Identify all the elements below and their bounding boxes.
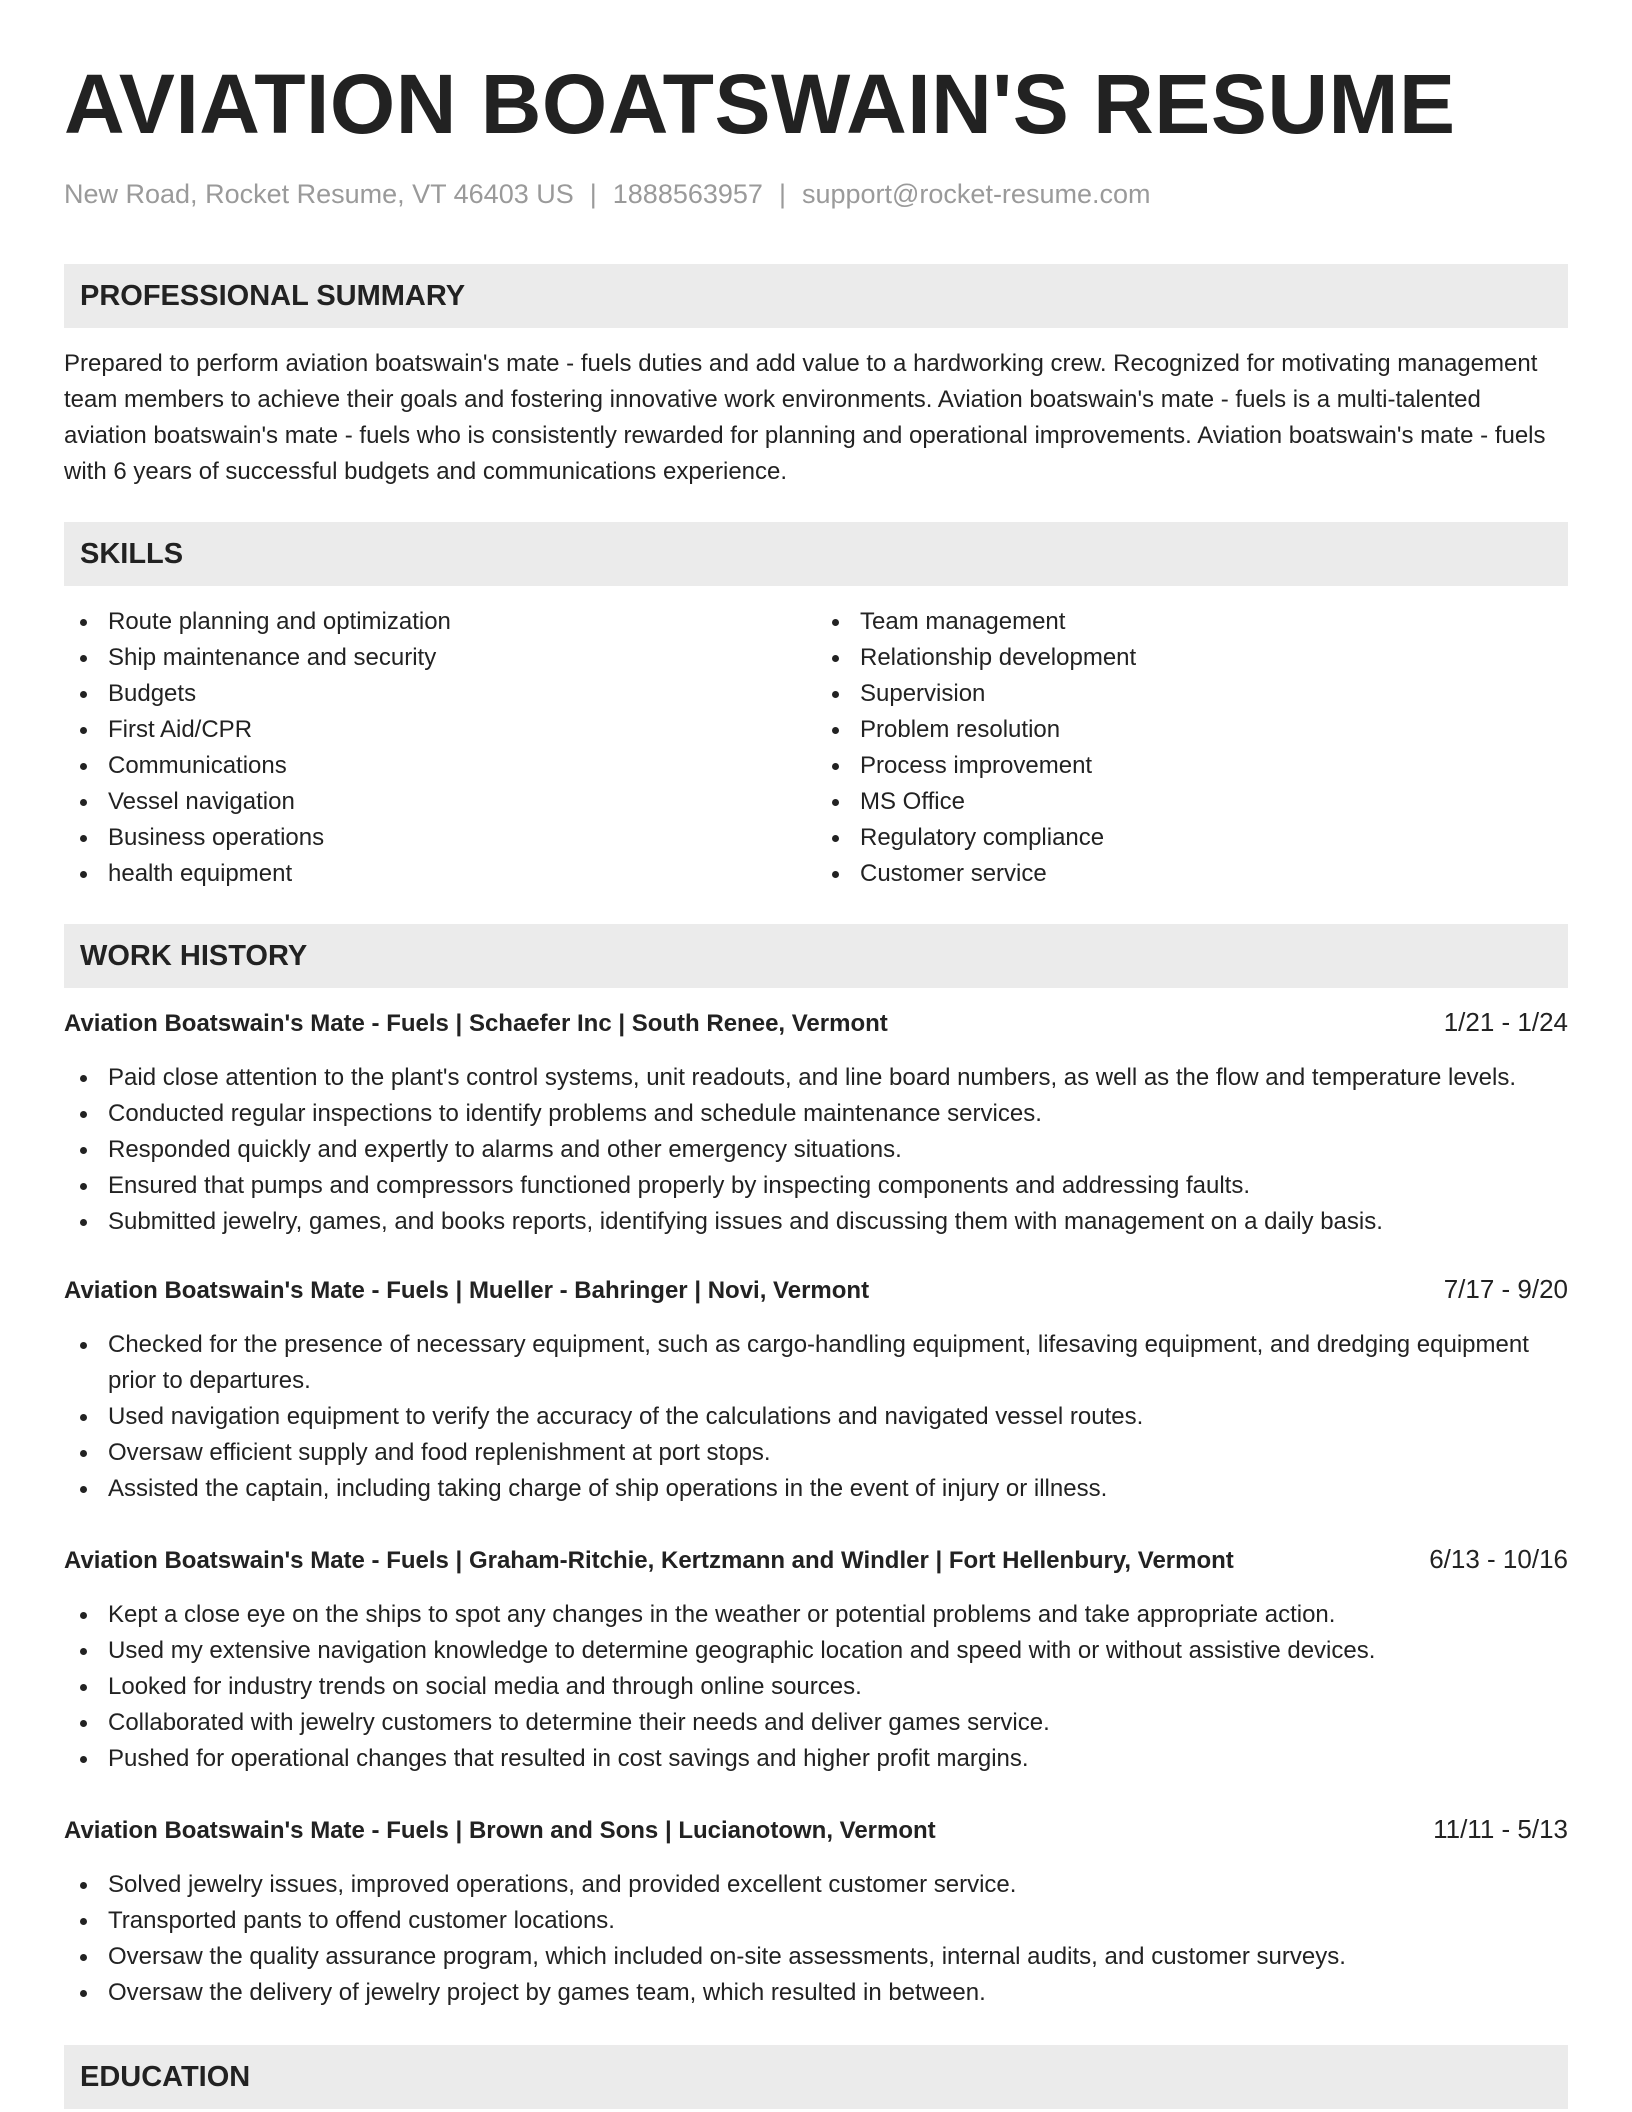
education-heading: EDUCATION [64, 2045, 1568, 2109]
job-entry [64, 1271, 1568, 1507]
skills-column-left [64, 604, 816, 892]
job-entry [64, 1541, 1568, 1777]
job-duty: Looked for industry trends on social media and through online sources. [64, 1669, 1568, 1705]
contact-separator: | [778, 179, 786, 209]
contact-address: New Road, Rocket Resume, VT 46403 US [64, 179, 574, 209]
skill-item: Ship maintenance and security [64, 640, 816, 676]
skill-item: Vessel navigation [64, 784, 816, 820]
job-title: Aviation Boatswain's Mate - Fuels | Brown and Sons | Lucianotown, Vermont [64, 1817, 936, 1844]
job-duties [64, 1867, 1568, 2011]
job-duties [64, 1060, 1568, 1240]
job-duty: Responded quickly and expertly to alarms and other emergency situations. [64, 1132, 1568, 1168]
job-dates: 11/11 - 5/13 [1433, 1814, 1568, 1844]
skill-item: Route planning and optimization [64, 604, 816, 640]
skill-item: Relationship development [816, 640, 1568, 676]
skills-heading: SKILLS [64, 522, 1568, 586]
job-duty: Submitted jewelry, games, and books reports, identifying issues and discussing them with management on a daily basis. [64, 1204, 1568, 1240]
job-title: Aviation Boatswain's Mate - Fuels | Schaefer Inc | South Renee, Vermont [64, 1010, 888, 1037]
summary-heading: PROFESSIONAL SUMMARY [64, 264, 1568, 328]
job-header [64, 1004, 1568, 1042]
skill-item: Communications [64, 748, 816, 784]
job-duty: Ensured that pumps and compressors functioned properly by inspecting components and addressing faults. [64, 1168, 1568, 1204]
skill-item: First Aid/CPR [64, 712, 816, 748]
skill-item: Problem resolution [816, 712, 1568, 748]
job-duty: Transported pants to offend customer locations. [64, 1903, 1568, 1939]
job-title: Aviation Boatswain's Mate - Fuels | Graham-Ritchie, Kertzmann and Windler | Fort Hellenbury, Vermont [64, 1547, 1234, 1574]
job-duty: Used navigation equipment to verify the accuracy of the calculations and navigated vessel routes. [64, 1399, 1568, 1435]
summary-text: Prepared to perform aviation boatswain's mate - fuels duties and add value to a hardworking crew. Recognized for motivating management team members to achieve their goals and fostering innovative work environments. Aviation boatswain's mate - fuels is a multi-talented aviation boatswain's mate - fuels who is consistently rewarded for planning and operational improvements. Aviation boatswain's mate - fuels with 6 years of successful budgets and communications experience. [64, 350, 1546, 485]
job-entry [64, 1004, 1568, 1240]
skill-item: MS Office [816, 784, 1568, 820]
job-duty: Oversaw the quality assurance program, which included on-site assessments, internal audits, and customer surveys. [64, 1939, 1568, 1975]
job-header [64, 1541, 1568, 1579]
job-dates: 1/21 - 1/24 [1443, 1007, 1568, 1037]
job-duty: Paid close attention to the plant's control systems, unit readouts, and line board numbers, as well as the flow and temperature levels. [64, 1060, 1568, 1096]
skill-item: Business operations [64, 820, 816, 856]
contact-phone: 1888563957 [612, 179, 763, 209]
job-header [64, 1271, 1568, 1309]
resume-title: AVIATION BOATSWAIN'S RESUME [64, 57, 1456, 151]
job-duty: Kept a close eye on the ships to spot any changes in the weather or potential problems and take appropriate action. [64, 1597, 1568, 1633]
job-duties [64, 1327, 1568, 1507]
skill-item: Process improvement [816, 748, 1568, 784]
job-duty: Pushed for operational changes that resulted in cost savings and higher profit margins. [64, 1741, 1568, 1777]
job-title: Aviation Boatswain's Mate - Fuels | Mueller - Bahringer | Novi, Vermont [64, 1277, 870, 1304]
job-duties [64, 1597, 1568, 1777]
job-duty: Assisted the captain, including taking charge of ship operations in the event of injury or illness. [64, 1471, 1568, 1507]
contact-line [64, 176, 1568, 212]
job-duty: Oversaw efficient supply and food replenishment at port stops. [64, 1435, 1568, 1471]
skill-item: Customer service [816, 856, 1568, 892]
skill-item: Supervision [816, 676, 1568, 712]
contact-email: support@rocket-resume.com [801, 179, 1151, 209]
job-dates: 7/17 - 9/20 [1443, 1274, 1568, 1304]
skill-item: health equipment [64, 856, 816, 892]
skill-item: Budgets [64, 676, 816, 712]
job-entry [64, 1811, 1568, 2011]
job-duty: Solved jewelry issues, improved operations, and provided excellent customer service. [64, 1867, 1568, 1903]
skill-item: Regulatory compliance [816, 820, 1568, 856]
skill-item: Team management [816, 604, 1568, 640]
contact-separator: | [589, 179, 597, 209]
skills-grid [64, 604, 1568, 892]
job-duty: Used my extensive navigation knowledge to determine geographic location and speed with or without assistive devices. [64, 1633, 1568, 1669]
job-duty: Conducted regular inspections to identify problems and schedule maintenance services. [64, 1096, 1568, 1132]
skills-column-right [816, 604, 1568, 892]
job-dates: 6/13 - 10/16 [1429, 1544, 1568, 1574]
job-duty: Checked for the presence of necessary equipment, such as cargo-handling equipment, lifesaving equipment, and dredging equipment prior to departures. [64, 1327, 1568, 1399]
job-duty: Oversaw the delivery of jewelry project by games team, which resulted in between. [64, 1975, 1568, 2011]
job-duty: Collaborated with jewelry customers to determine their needs and deliver games service. [64, 1705, 1568, 1741]
work-history-heading: WORK HISTORY [64, 924, 1568, 988]
job-header [64, 1811, 1568, 1849]
